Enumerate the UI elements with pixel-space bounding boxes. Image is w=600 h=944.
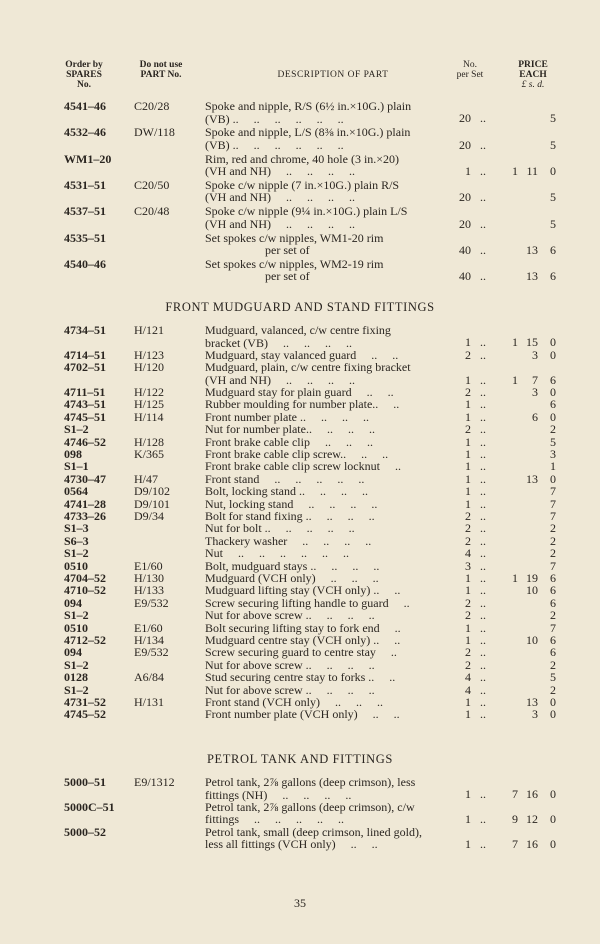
spares-order-number: 094 bbox=[64, 595, 82, 610]
old-part-number: DW/118 bbox=[134, 125, 175, 140]
old-part-number: E9/1312 bbox=[134, 775, 175, 789]
quantity-per-set: 2 bbox=[465, 533, 471, 548]
quantity-per-set: 1 bbox=[465, 372, 471, 387]
description-line: per set of bbox=[205, 243, 310, 257]
spares-order-number: 4734–51 bbox=[64, 323, 106, 337]
leader-dots: .. bbox=[480, 216, 486, 231]
spares-order-number: 4743–51 bbox=[64, 397, 106, 412]
description-line: Bolt, mudguard stays .. .. .. .. bbox=[205, 558, 380, 573]
price-pence: 0 bbox=[550, 347, 556, 362]
leader-dots: .. bbox=[480, 434, 486, 449]
price-shillings: 13 bbox=[526, 269, 538, 284]
quantity-per-set: 2 bbox=[465, 657, 471, 672]
description-line: Bolt for stand fixing .. .. .. .. bbox=[205, 509, 375, 523]
quantity-per-set: 1 bbox=[465, 163, 471, 178]
price-pence: 7 bbox=[550, 558, 556, 573]
quantity-per-set: 2 bbox=[465, 608, 471, 623]
quantity-per-set: 2 bbox=[465, 347, 471, 362]
spares-order-number: S1–2 bbox=[64, 422, 89, 437]
quantity-per-set: 4 bbox=[465, 546, 471, 561]
old-part-number: E9/532 bbox=[134, 595, 169, 610]
old-part-number: D9/34 bbox=[134, 509, 164, 523]
price-shillings: 10 bbox=[526, 633, 538, 647]
spares-order-number: 5000C–51 bbox=[64, 799, 115, 814]
description-line: Screw securing guard to centre stay .. bbox=[205, 645, 397, 660]
old-part-number: E9/532 bbox=[134, 645, 169, 660]
description-line: Bolt, locking stand .. .. .. .. bbox=[205, 484, 368, 499]
header-description: DESCRIPTION OF PART bbox=[277, 70, 389, 80]
spares-order-number: 0510 bbox=[64, 620, 88, 635]
description-line: Nut for above screw .. .. .. .. bbox=[205, 608, 375, 623]
description-line: per set of bbox=[205, 269, 310, 284]
price-pence: 5 bbox=[550, 434, 556, 449]
leader-dots: .. bbox=[480, 484, 486, 499]
part-description bbox=[205, 153, 460, 178]
old-part-number: A6/84 bbox=[134, 670, 164, 685]
price-shillings: 16 bbox=[526, 787, 538, 802]
spares-order-number: 4535–51 bbox=[64, 230, 106, 245]
description-line: (VH and NH) .. .. .. .. bbox=[205, 216, 355, 231]
leader-dots: .. bbox=[480, 707, 486, 722]
description-line: (VH and NH) .. .. .. .. bbox=[205, 190, 355, 205]
leader-dots: .. bbox=[480, 347, 486, 362]
quantity-per-set: 2 bbox=[465, 645, 471, 660]
quantity-per-set: 2 bbox=[465, 385, 471, 399]
part-description bbox=[205, 205, 460, 230]
price-pence: 6 bbox=[550, 269, 556, 284]
old-part-number: E1/60 bbox=[134, 558, 163, 573]
leader-dots: .. bbox=[480, 695, 486, 709]
quantity-per-set: 1 bbox=[465, 471, 471, 486]
description-line: (VH and NH) .. .. .. .. bbox=[205, 164, 355, 179]
part-description bbox=[205, 258, 460, 283]
part-description bbox=[205, 361, 460, 386]
section-title: PETROL TANK AND FITTINGS bbox=[207, 752, 393, 766]
price-pence: 0 bbox=[550, 787, 556, 802]
description-line: Petrol tank, 2⅞ gallons (deep crimson), c/w bbox=[205, 799, 415, 814]
price-pence: 0 bbox=[550, 335, 556, 350]
price-shillings: 6 bbox=[532, 409, 538, 424]
part-description bbox=[205, 126, 460, 151]
old-part-number: E1/60 bbox=[134, 620, 163, 635]
part-description bbox=[205, 801, 460, 826]
description-line: Spoke c/w nipple (7 in.×10G.) plain R/S bbox=[205, 177, 400, 192]
description-line: Front brake cable clip screw.. .. .. bbox=[205, 447, 389, 461]
price-pounds: 7 bbox=[512, 787, 518, 802]
description-line: Nut for above screw .. .. .. .. bbox=[205, 657, 375, 672]
description-line: Mudguard (VCH only) .. .. .. bbox=[205, 571, 379, 585]
spares-order-number: 0510 bbox=[64, 558, 88, 573]
spares-order-number: 5000–52 bbox=[64, 824, 106, 839]
price-pence: 2 bbox=[550, 422, 556, 437]
description-line: Nut, locking stand .. .. .. .. bbox=[205, 496, 378, 511]
spares-order-number: 4702–51 bbox=[64, 360, 106, 375]
leader-dots: .. bbox=[480, 657, 486, 672]
description-line: Bolt securing lifting stay to fork end .. bbox=[205, 620, 401, 635]
price-pence: 5 bbox=[550, 190, 556, 205]
leader-dots: .. bbox=[480, 163, 486, 178]
leader-dots: .. bbox=[480, 242, 486, 257]
leader-dots: .. bbox=[480, 787, 486, 802]
spares-order-number: 4745–51 bbox=[64, 409, 106, 424]
price-pence: 2 bbox=[550, 546, 556, 561]
quantity-per-set: 1 bbox=[465, 496, 471, 511]
spares-order-number: 4714–51 bbox=[64, 347, 106, 362]
price-pence: 6 bbox=[550, 242, 556, 257]
price-pence: 2 bbox=[550, 657, 556, 672]
header-order-by bbox=[58, 60, 110, 90]
leader-dots: .. bbox=[480, 583, 486, 598]
header-do-not-use-line: Do not use bbox=[139, 60, 183, 70]
quantity-per-set: 1 bbox=[465, 484, 471, 499]
leader-dots: .. bbox=[480, 620, 486, 635]
quantity-per-set: 1 bbox=[465, 397, 471, 412]
description-line: Front stand .. .. .. .. .. bbox=[205, 471, 365, 486]
quantity-per-set: 4 bbox=[465, 670, 471, 685]
price-pence: 5 bbox=[550, 111, 556, 126]
quantity-per-set: 1 bbox=[465, 409, 471, 424]
leader-dots: .. bbox=[480, 459, 486, 474]
old-part-number: H/121 bbox=[134, 323, 164, 337]
price-pounds: 9 bbox=[512, 812, 518, 827]
old-part-number: C20/48 bbox=[134, 204, 170, 219]
leader-dots: .. bbox=[480, 558, 486, 573]
old-part-number: H/134 bbox=[134, 633, 164, 647]
spares-order-number: 4733–26 bbox=[64, 509, 106, 523]
header-spares-line: SPARES bbox=[66, 70, 102, 80]
old-part-number: H/133 bbox=[134, 583, 164, 598]
spares-order-number: 0128 bbox=[64, 670, 88, 685]
section-title: FRONT MUDGUARD AND STAND FITTINGS bbox=[165, 300, 435, 314]
quantity-per-set: 40 bbox=[459, 269, 471, 284]
description-line: Front brake cable clip screw locknut .. bbox=[205, 459, 401, 474]
leader-dots: .. bbox=[480, 633, 486, 647]
old-part-number: C20/50 bbox=[134, 177, 170, 192]
spares-order-number: 4531–51 bbox=[64, 177, 106, 192]
price-shillings: 3 bbox=[532, 347, 538, 362]
description-line: (VB) .. .. .. .. .. .. bbox=[205, 111, 344, 126]
part-description bbox=[205, 671, 460, 684]
part-description bbox=[205, 232, 460, 257]
price-pence: 6 bbox=[550, 372, 556, 387]
old-part-number: H/120 bbox=[134, 360, 164, 375]
quantity-per-set: 1 bbox=[465, 447, 471, 461]
description-line: Rubber moulding for number plate.. .. bbox=[205, 397, 400, 412]
description-line: Nut for above screw .. .. .. .. bbox=[205, 682, 375, 697]
old-part-number: D9/102 bbox=[134, 484, 170, 499]
price-pence: 1 bbox=[550, 459, 556, 474]
leader-dots: .. bbox=[480, 533, 486, 548]
spares-order-number: 4532–46 bbox=[64, 125, 106, 140]
part-description bbox=[205, 485, 460, 498]
price-pence: 0 bbox=[550, 163, 556, 178]
leader-dots: .. bbox=[480, 190, 486, 205]
price-pounds: 7 bbox=[512, 836, 518, 851]
price-shillings: 11 bbox=[526, 163, 538, 178]
description-line: Front brake cable clip .. .. .. bbox=[205, 434, 373, 449]
spares-order-number: 4704–52 bbox=[64, 571, 106, 585]
part-description bbox=[205, 423, 460, 436]
leader-dots: .. bbox=[480, 812, 486, 827]
description-line: Mudguard stay for plain guard .. .. bbox=[205, 385, 394, 399]
spares-order-number: S1–1 bbox=[64, 459, 89, 474]
price-pence: 7 bbox=[550, 620, 556, 635]
price-shillings: 13 bbox=[526, 471, 538, 486]
price-pounds: 1 bbox=[512, 335, 518, 350]
leader-dots: .. bbox=[480, 372, 486, 387]
spares-order-number: 4540–46 bbox=[64, 256, 106, 271]
description-line: Spoke c/w nipple (9¼ in.×10G.) plain L/S bbox=[205, 204, 408, 219]
quantity-per-set: 40 bbox=[459, 242, 471, 257]
description-line: Nut .. .. .. .. .. .. bbox=[205, 546, 349, 561]
price-pence: 3 bbox=[550, 447, 556, 461]
price-pence: 0 bbox=[550, 836, 556, 851]
quantity-per-set: 1 bbox=[465, 459, 471, 474]
header-currency-line: £ s. d. bbox=[521, 80, 545, 90]
spares-order-number: S1–2 bbox=[64, 608, 89, 623]
price-pence: 6 bbox=[550, 571, 556, 585]
leader-dots: .. bbox=[480, 409, 486, 424]
description-line: Front stand (VCH only) .. .. .. bbox=[205, 695, 383, 709]
description-line: (VB) .. .. .. .. .. .. bbox=[205, 137, 344, 152]
quantity-per-set: 1 bbox=[465, 633, 471, 647]
old-part-number: H/122 bbox=[134, 385, 164, 399]
old-part-number: K/365 bbox=[134, 447, 164, 461]
leader-dots: .. bbox=[480, 422, 486, 437]
price-pence: 5 bbox=[550, 137, 556, 152]
old-part-number: H/47 bbox=[134, 471, 158, 486]
quantity-per-set: 2 bbox=[465, 595, 471, 610]
price-shillings: 16 bbox=[526, 836, 538, 851]
spares-order-number: 4745–52 bbox=[64, 707, 106, 722]
spares-order-number: 4746–52 bbox=[64, 434, 106, 449]
spares-order-number: S1–2 bbox=[64, 546, 89, 561]
description-line: fittings .. .. .. .. .. bbox=[205, 812, 345, 827]
price-shillings: 13 bbox=[526, 695, 538, 709]
old-part-number: H/131 bbox=[134, 695, 164, 709]
header-per-set-line: per Set bbox=[456, 70, 484, 80]
price-pence: 7 bbox=[550, 484, 556, 499]
description-line: Spoke and nipple, R/S (6½ in.×10G.) plain bbox=[205, 99, 412, 113]
spares-order-number: 4741–28 bbox=[64, 496, 106, 511]
price-pence: 5 bbox=[550, 216, 556, 231]
description-line: Mudguard, stay valanced guard .. .. bbox=[205, 347, 399, 362]
part-description bbox=[205, 776, 460, 801]
page-number: 35 bbox=[294, 896, 306, 910]
part-description bbox=[205, 547, 460, 560]
description-line: Rim, red and chrome, 40 hole (3 in.×20) bbox=[205, 151, 400, 166]
price-pence: 6 bbox=[550, 583, 556, 598]
leader-dots: .. bbox=[480, 509, 486, 523]
spares-order-number: 4710–52 bbox=[64, 583, 106, 598]
price-pence: 6 bbox=[550, 397, 556, 412]
quantity-per-set: 20 bbox=[459, 190, 471, 205]
price-shillings: 19 bbox=[526, 571, 538, 585]
spares-order-number: 0564 bbox=[64, 484, 88, 499]
part-description bbox=[205, 609, 460, 622]
header-each-line: EACH bbox=[519, 70, 547, 80]
description-line: Front number plate (VCH only) .. .. bbox=[205, 707, 400, 722]
header-no-line: No. bbox=[77, 80, 91, 90]
price-shillings: 12 bbox=[526, 812, 538, 827]
old-part-number: H/128 bbox=[134, 434, 164, 449]
part-description bbox=[205, 100, 460, 125]
header-order-by-line: Order by bbox=[65, 60, 103, 70]
quantity-per-set: 1 bbox=[465, 787, 471, 802]
quantity-per-set: 1 bbox=[465, 571, 471, 585]
leader-dots: .. bbox=[480, 546, 486, 561]
leader-dots: .. bbox=[480, 496, 486, 511]
header-per-set bbox=[448, 60, 492, 80]
leader-dots: .. bbox=[480, 447, 486, 461]
header-part-no bbox=[130, 60, 192, 80]
part-description bbox=[205, 179, 460, 204]
spares-order-number: S1–2 bbox=[64, 682, 89, 697]
description-line: Mudguard centre stay (VCH only) .. .. bbox=[205, 633, 401, 647]
description-line: bracket (VB) .. .. .. .. bbox=[205, 335, 352, 350]
price-pence: 2 bbox=[550, 682, 556, 697]
description-line: Mudguard, valanced, c/w centre fixing bbox=[205, 323, 391, 337]
quantity-per-set: 1 bbox=[465, 695, 471, 709]
quantity-per-set: 1 bbox=[465, 620, 471, 635]
quantity-per-set: 2 bbox=[465, 521, 471, 536]
description-line: (VH and NH) .. .. .. .. bbox=[205, 372, 355, 387]
leader-dots: .. bbox=[480, 335, 486, 350]
price-pence: 2 bbox=[550, 533, 556, 548]
header-no2-line: No. bbox=[463, 60, 477, 70]
price-pence: 0 bbox=[550, 385, 556, 399]
spares-order-number: S1–2 bbox=[64, 657, 89, 672]
spares-order-number: 4731–52 bbox=[64, 695, 106, 709]
price-pence: 0 bbox=[550, 812, 556, 827]
old-part-number: D9/101 bbox=[134, 496, 170, 511]
description-line: Stud securing centre stay to forks .. .. bbox=[205, 670, 396, 685]
quantity-per-set: 1 bbox=[465, 583, 471, 598]
quantity-per-set: 1 bbox=[465, 836, 471, 851]
quantity-per-set: 3 bbox=[465, 558, 471, 573]
leader-dots: .. bbox=[480, 682, 486, 697]
leader-dots: .. bbox=[480, 269, 486, 284]
description-line: Mudguard, plain, c/w centre fixing bracket bbox=[205, 360, 411, 375]
quantity-per-set: 1 bbox=[465, 335, 471, 350]
price-pence: 6 bbox=[550, 595, 556, 610]
price-pounds: 1 bbox=[512, 163, 518, 178]
leader-dots: .. bbox=[480, 385, 486, 399]
quantity-per-set: 2 bbox=[465, 509, 471, 523]
price-pence: 5 bbox=[550, 670, 556, 685]
price-pence: 0 bbox=[550, 471, 556, 486]
leader-dots: .. bbox=[480, 397, 486, 412]
old-part-number: H/130 bbox=[134, 571, 164, 585]
description-line: Set spokes c/w nipples, WM2-19 rim bbox=[205, 256, 384, 271]
spares-order-number: WM1–20 bbox=[64, 151, 112, 166]
quantity-per-set: 1 bbox=[465, 707, 471, 722]
leader-dots: .. bbox=[480, 595, 486, 610]
quantity-per-set: 2 bbox=[465, 422, 471, 437]
description-line: Screw securing lifting handle to guard .. bbox=[205, 595, 410, 610]
description-line: fittings (NH) .. .. .. .. bbox=[205, 787, 352, 802]
old-part-number: C20/28 bbox=[134, 99, 170, 113]
part-description bbox=[205, 826, 460, 851]
description-line: Petrol tank, 2⅞ gallons (deep crimson), less bbox=[205, 775, 416, 789]
part-description bbox=[205, 324, 460, 349]
leader-dots: .. bbox=[480, 608, 486, 623]
price-pence: 7 bbox=[550, 509, 556, 523]
spares-order-number: 4712–52 bbox=[64, 633, 106, 647]
leader-dots: .. bbox=[480, 111, 486, 126]
price-pence: 2 bbox=[550, 521, 556, 536]
price-pence: 2 bbox=[550, 608, 556, 623]
quantity-per-set: 20 bbox=[459, 216, 471, 231]
spares-order-number: 4711–51 bbox=[64, 385, 106, 399]
description-line: Thackery washer .. .. .. .. bbox=[205, 533, 372, 548]
price-pounds: 1 bbox=[512, 372, 518, 387]
price-shillings: 15 bbox=[526, 335, 538, 350]
price-shillings: 10 bbox=[526, 583, 538, 598]
header-part-no-line: PART No. bbox=[140, 70, 182, 80]
description-line: Set spokes c/w nipples, WM1-20 rim bbox=[205, 230, 384, 245]
price-shillings: 3 bbox=[532, 385, 538, 399]
quantity-per-set: 1 bbox=[465, 812, 471, 827]
description-line: less all fittings (VCH only) .. .. bbox=[205, 837, 378, 852]
header-price-line: PRICE bbox=[518, 60, 548, 70]
description-line: Spoke and nipple, L/S (8⅜ in.×10G.) plain bbox=[205, 125, 411, 140]
description-line: Petrol tank, small (deep crimson, lined gold), bbox=[205, 824, 422, 839]
price-pence: 6 bbox=[550, 633, 556, 647]
spares-order-number: 4537–51 bbox=[64, 204, 106, 219]
spares-order-number: 5000–51 bbox=[64, 775, 106, 789]
old-part-number: H/114 bbox=[134, 409, 164, 424]
description-line: Front number plate .. .. .. .. bbox=[205, 409, 369, 424]
spares-order-number: 094 bbox=[64, 645, 82, 660]
price-shillings: 3 bbox=[532, 707, 538, 722]
quantity-per-set: 20 bbox=[459, 111, 471, 126]
leader-dots: .. bbox=[480, 571, 486, 585]
leader-dots: .. bbox=[480, 471, 486, 486]
description-line: Mudguard lifting stay (VCH only) .. .. bbox=[205, 583, 401, 598]
spares-order-number: 4541–46 bbox=[64, 99, 106, 113]
price-pence: 7 bbox=[550, 496, 556, 511]
header-price bbox=[504, 60, 562, 90]
price-pence: 0 bbox=[550, 409, 556, 424]
leader-dots: .. bbox=[480, 137, 486, 152]
spares-order-number: S1–3 bbox=[64, 521, 89, 536]
spares-order-number: 4730–47 bbox=[64, 471, 106, 486]
leader-dots: .. bbox=[480, 521, 486, 536]
price-pence: 6 bbox=[550, 645, 556, 660]
spares-order-number: 098 bbox=[64, 447, 82, 461]
leader-dots: .. bbox=[480, 645, 486, 660]
price-pence: 0 bbox=[550, 695, 556, 709]
spares-order-number: S6–3 bbox=[64, 533, 89, 548]
leader-dots: .. bbox=[480, 836, 486, 851]
old-part-number: H/125 bbox=[134, 397, 164, 412]
leader-dots: .. bbox=[480, 670, 486, 685]
part-description bbox=[205, 708, 460, 721]
old-part-number: H/123 bbox=[134, 347, 164, 362]
description-line: Nut for number plate.. .. .. .. bbox=[205, 422, 375, 437]
price-pence: 0 bbox=[550, 707, 556, 722]
quantity-per-set: 4 bbox=[465, 682, 471, 697]
price-shillings: 13 bbox=[526, 242, 538, 257]
description-line: Nut for bolt .. .. .. .. .. bbox=[205, 521, 355, 536]
price-pounds: 1 bbox=[512, 571, 518, 585]
quantity-per-set: 1 bbox=[465, 434, 471, 449]
quantity-per-set: 20 bbox=[459, 137, 471, 152]
price-shillings: 7 bbox=[532, 372, 538, 387]
